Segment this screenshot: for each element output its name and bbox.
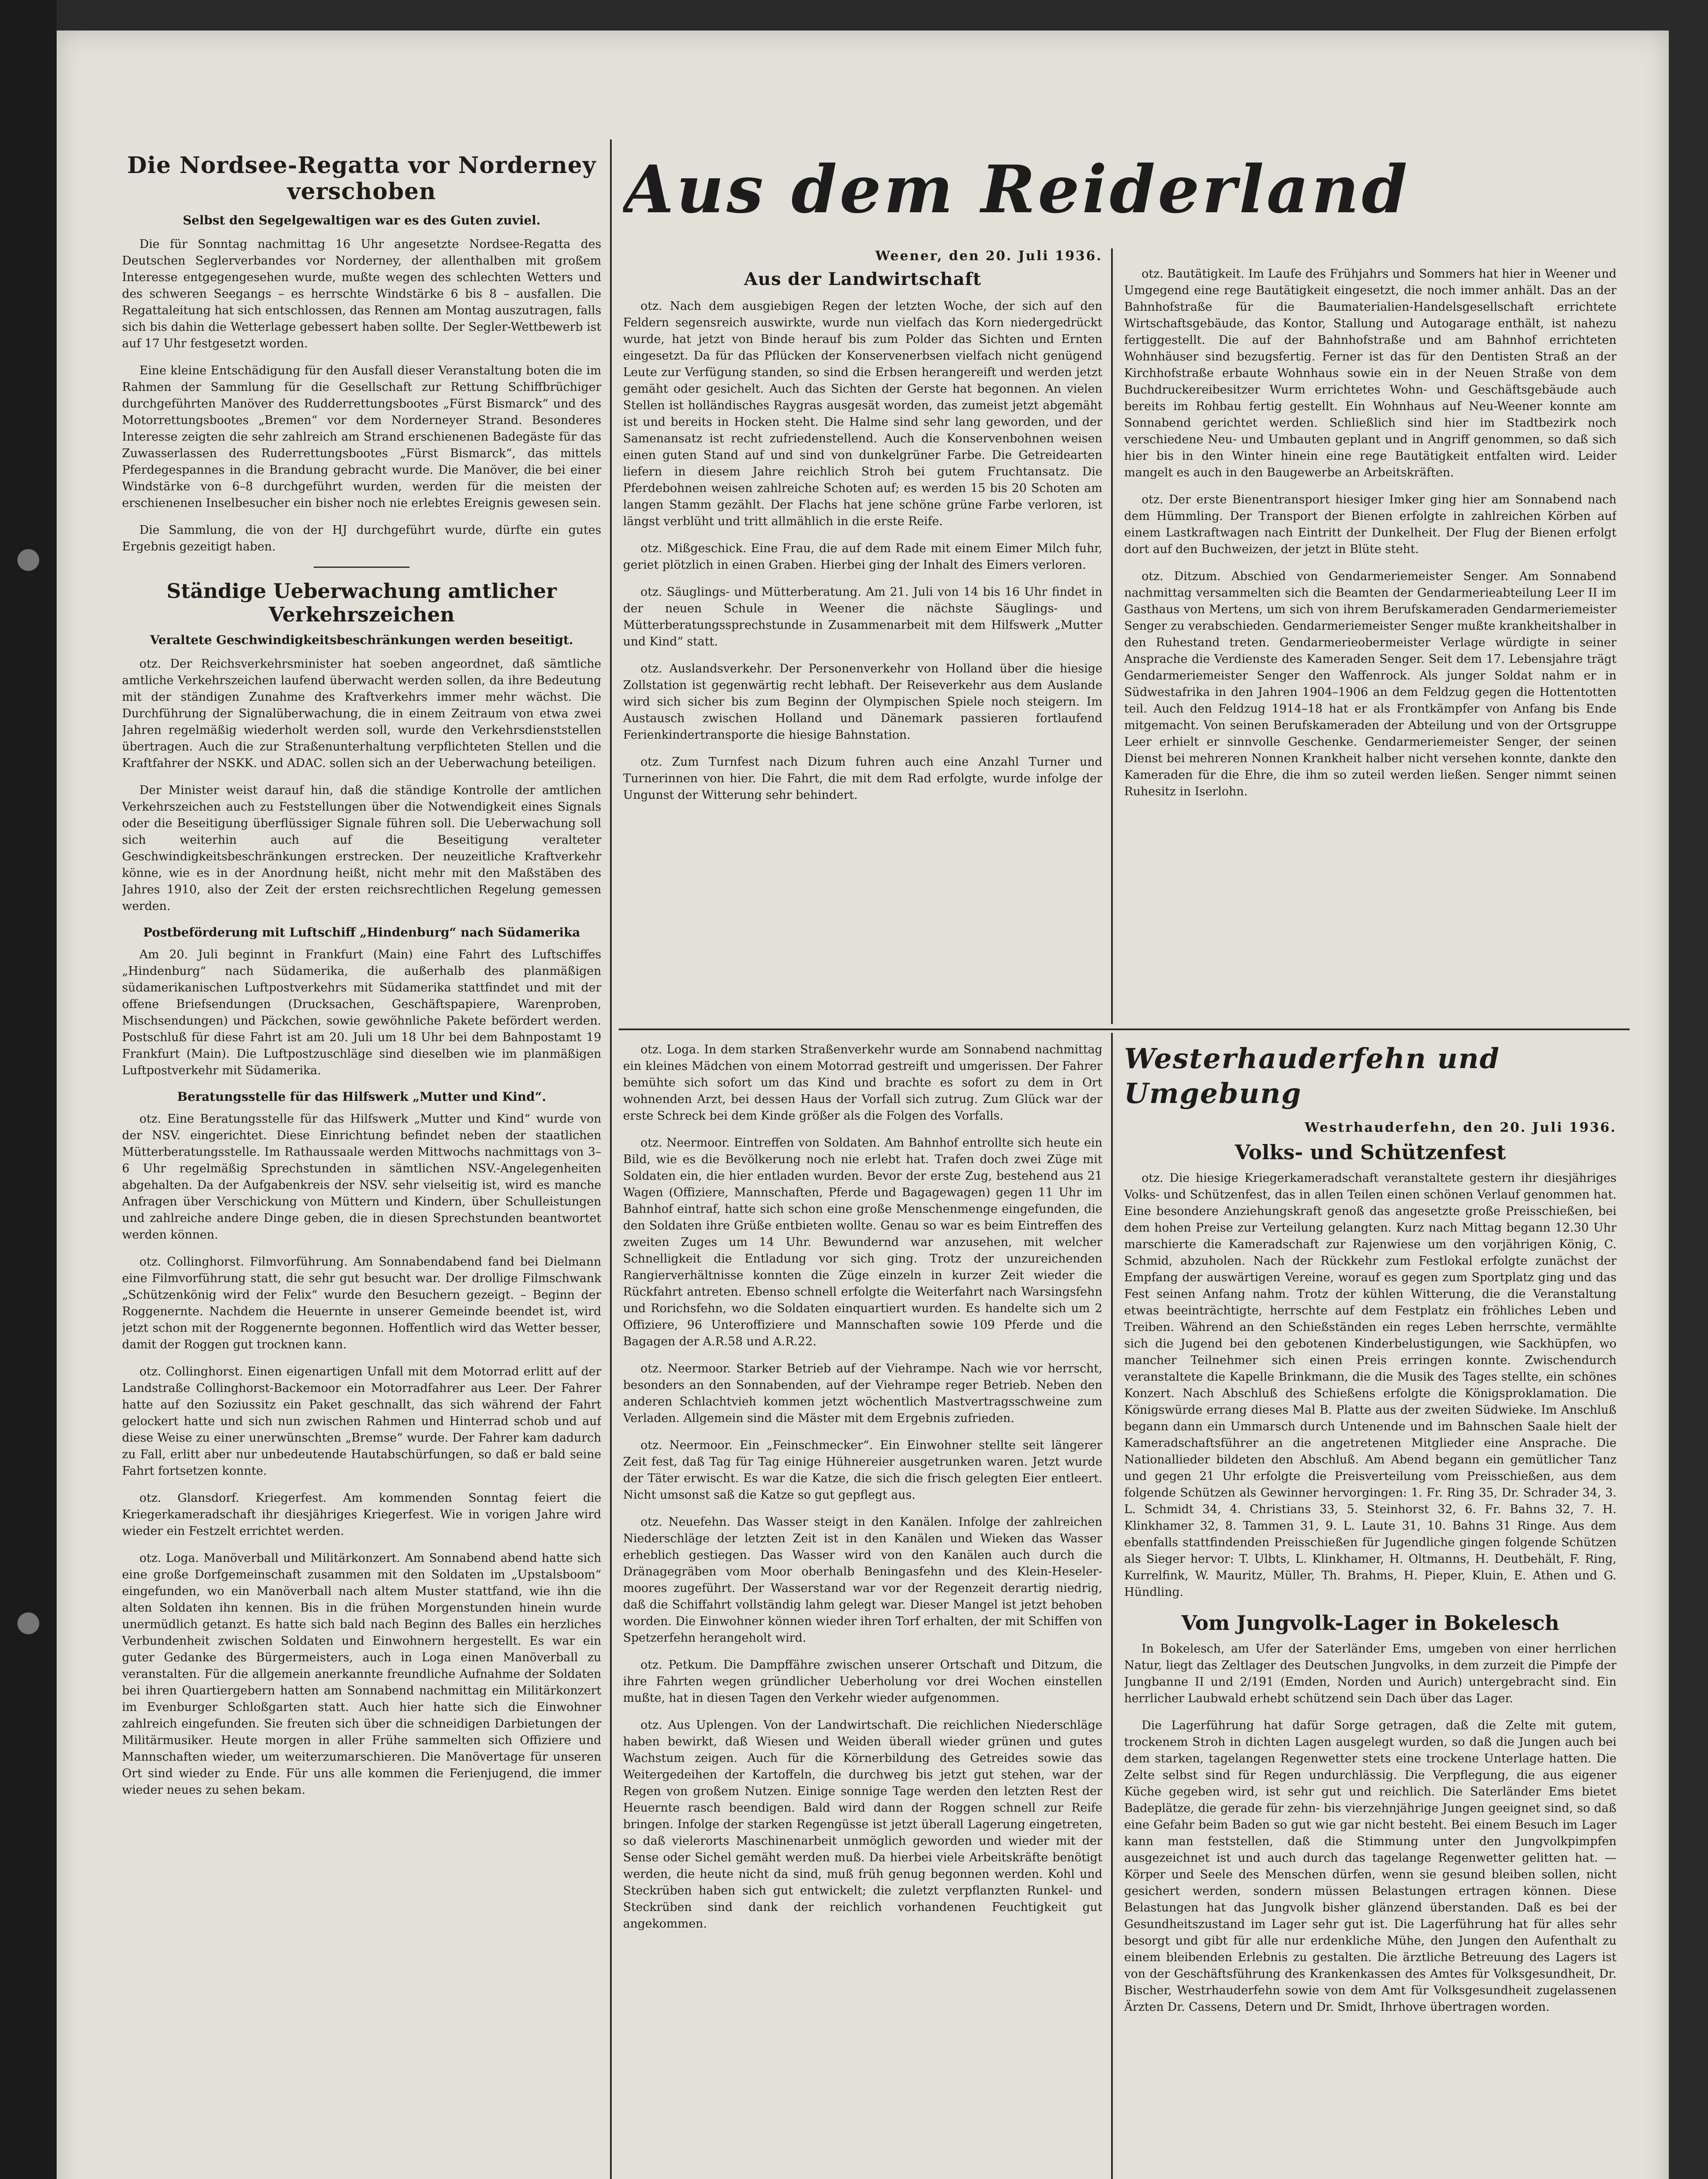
article-paragraph: In Bokelesch, am Ufer der Saterländer Ems, umgeben von einer herrlichen Natur, liegt das Zeltlager des Deutschen Jungvolks, in dem zurzeit die Pimpfe der Jungbanne II und 2/191 (Emden, Norden und Aurich) untergebracht sind. Ein herrlicher Laubwald erhebt schützend sein Dach über das Lager. [1124,1642,1616,1705]
column-rule [1111,248,1113,1024]
article-paragraph: otz. Ditzum. Abschied von Gendarmeriemeister Senger. Am Sonnabend nachmittag versammelten sich die Beamten der Gendarmerieabteilung Leer II im Gasthaus von Mertens, um sich von ihrem Berufskameraden Gendarmeriemeister Senger zu verabschieden. Gendarmeriemeister Senger mußte krankheitshalber in den Ruhestand treten. Gendarmerieobermeister Verlage würdigte in seiner Ansprache die Verdienste des Kameraden Senger. Seit dem 17. Lebensjahre trägt Gendarmeriemeister Senger den Waffenrock. Als junger Soldat nahm er in Südwestafrika in den Jahren 1904–1906 an dem Feldzug gegen die Hottentotten teil. Auch den Feldzug 1914–18 hat er als Frontkämpfer von Anfang bis Ende mitgemacht. Von seinen Berufskameraden der Abteilung und von der Ortsgruppe Leer erhielt er sinnvolle Geschenke. Gendarmeriemeister Senger, der seinen Dienst bei mehreren Nonnen Krankheit halber nicht versehen konnte, dankte den Kameraden für die Ehre, die ihm so zuteil werden ließen. Senger nimmt seinen Ruhesitz in Iserlohn. [1124,570,1616,798]
article-paragraph: Der Minister weist darauf hin, daß die ständige Kontrolle der amtlichen Verkehrszeichen auch zu Feststellungen über die Notwendigkeit eines Signals oder die Beseitigung überflüssiger Signale führen soll. Die Ueberwachung soll sich weiterhin auch auf die Beseitigung veralteter Geschwindigkeitsbeschränkungen erstrecken. Der neuzeitliche Kraftverkehr könne, wie es in der Anordnung heißt, nicht mehr mit den Maßstäben des Jahres 1910, also der Zeit der ersten reichsrechtlichen Regelung gemessen werden. [122,784,601,913]
article-paragraph: otz. Neermoor. Ein „Feinschmecker“. Ein Einwohner stellte seit längerer Zeit fest, daß Tag für Tag einige Hühnereier ausgetrunken waren. Jetzt wurde der Täter erwischt. Es war die Katze, die sich die frisch gelegten Eier entleert. Nicht umsonst saß die Katze so gut gepflegt aus. [623,1439,1102,1502]
headline-jungvolk-lager: Vom Jungvolk-Lager in Bokelesch [1181,1611,1559,1635]
article-paragraph: otz. Aus Uplengen. Von der Landwirtschaft. Die reichlichen Niederschläge haben bewirkt, daß Wiesen und Weiden überall wieder grünen und gutes Wachstum zeigen. Auch für die Körnerbildung des Getreides sowie das Weitergedeihen der Kartoffeln, die durchweg bis jetzt gut stehen, war der Regen von großem Nutzen. Einige sonnige Tage werden den letzten Rest der Heuernte rasch beendigen. Bald wird dann der Roggen schnell zur Reife bringen. Infolge der starken Regengüsse ist jetzt überall Lagerung eingetreten, so daß vielerorts Maschinenarbeit unmöglich geworden und wieder mit der Sense oder Sichel gemäht werden muß. Da hierbei viele Arbeitskräfte benötigt werden, die heute nicht da sind, muß früh genug begonnen werden. Kohl und Steckrüben haben sich gut entwickelt; die zuletzt verpflanzten Runkel- und Steckrüben sind dank der reichlich vorhandenen Feuchtigkeit gut angekommen. [623,1718,1102,1931]
article-paragraph: Eine kleine Entschädigung für den Ausfall dieser Veranstaltung boten die im Rahmen der Sammlung für die Gesellschaft zur Rettung Schiffbrüchiger durchgeführten Manöver des Rudderrettungsbootes „Fürst Bismarck“ und des Motorrettungsbootes „Bremen“ vor dem Norderneyer Strand. Besonderes Interesse zeigten die sehr zahlreich am Strand erschienenen Badegäste für das Zuwasserlassen des Ruderrettungsbootes „Fürst Bismarck“, das mittels Pferdegespannes in die Brandung gebracht wurde. Die Manöver, die bei einer Windstärke von 6–8 durchgeführt wurden, werden für die meisten der erschienenen Inselbesucher ein bisher noch nie erlebtes Ereignis gewesen sein. [122,364,601,510]
dateline-westrhauderfehn: Westrhauderfehn, den 20. Juli 1936. [1305,1120,1616,1135]
dateline-weener: Weener, den 20. Juli 1936. [875,248,1102,264]
binder-hole [17,549,39,571]
article-paragraph: otz. Neermoor. Starker Betrieb auf der Viehrampe. Nach wie vor herrscht, besonders an den Sonnabenden, auf der Viehrampe reger Betrieb. Neben den anderen Schlachtvieh kommen jetzt wöchentlich Mastvertragsschweine zum Verladen. Allgemein sind die Mäster mit dem Ergebnis zufrieden. [623,1362,1102,1425]
middle-upper-column [623,248,1102,1020]
masthead-area [623,153,1634,253]
right-lower-column [1124,1042,1616,2179]
column-rule [1111,1033,1113,2179]
headline-verkehrszeichen: Ständige Ueberwachung amtlicher Verkehrszeichen [166,579,557,626]
article-paragraph: otz. Collinghorst. Filmvorführung. Am Sonnabendabend fand bei Dielmann eine Filmvorführung statt, die sehr gut besucht war. Der drollige Filmschwank „Schützenkönig wird der Felix“ wurde den Besuchern gezeigt. – Beginn der Roggenernte. Nachdem die Heuernte in unserer Gemeinde beendet ist, wird jetzt schon mit der Roggenernte begonnen. Hoffentlich wird das Wetter besser, damit der Roggen gut trocknen kann. [122,1255,601,1351]
article-paragraph: otz. Eine Beratungsstelle für das Hilfswerk „Mutter und Kind“ wurde von der NSV. eingerichtet. Diese Einrichtung befindet neben der staatlichen Mütterberatungsstelle. Im Rathaussaale werden Mittwochs nachmittags von 3–6 Uhr regelmäßig Sprechstunden in sämtlichen NSV.-Angelegenheiten abgehalten. Da der Aufgabenkreis der NSV. sehr vielseitig ist, wird es manche Anfragen über Verschickung von Müttern und Kindern, über Schulleistungen und zahlreiche andere Dinge geben, die in diesen Sprechstunden beantwortet werden können. [122,1112,601,1242]
section-masthead-westerhauderfehn: Westerhauderfehn und Umgebung [1124,1042,1500,1110]
column-rule [610,139,612,2179]
divider [314,567,410,568]
section-landwirtschaft: Aus der Landwirtschaft [744,269,982,289]
article-paragraph: otz. Die hiesige Kriegerkameradschaft veranstaltete gestern ihr diesjähriges Volks- und Schützenfest, das in allen Teilen einen schönen Verlauf genommen hat. Eine besondere Anziehungskraft genoß das angesetzte große Preisschießen, bei dem hohen Preise zur Verteilung gelangten. Kurz nach Mittag begann 12.30 Uhr marschierte die Kameradschaft zur Rajenwiese um den vorjährigen König, C. Schmid, abzuholen. Nach der Rückkehr zum Festlokal erfolgte zunächst der Empfang der auswärtigen Vereine, worauf es gegen zum Sportplatz ging und das Fest seinen Anfang nahm. Trotz der kühlen Witterung, die die Veranstaltung etwas beeinträchtigte, herrschte auf dem Festplatz ein fröhliches Leben und Treiben. Während an den Schießständen ein reges Leben herrschte, vermählte sich die Jugend bei den gebotenen Kinderbelustigungen, wie Sackhüpfen, wo mancher Teilnehmer sich einen Preis erringen konnte. Zwischendurch veranstaltete die Kapelle Brinkmann, die die Musik des Tages stellte, ein schönes Konzert. Nach Abschluß des Schießens erfolgte die Königsproklamation. Die Königswürde errang dieses Mal B. Platte aus der zweiten Südwieke. Im Anschluß begann dann ein Ummarsch durch Untenende und im Bahnschen Saale hielt der Kameradschaftsführer an die angetretenen Mitglieder eine Ansprache. Die Nationallieder bildeten den Abschluß. Am Abend begann ein gemütlicher Tanz und gegen 21 Uhr erfolgte die Preisverteilung vom Preisschießen, aus dem folgende Schützen als Gewinner hervorgingen: 1. Fr. Ring 35, Dr. Schrader 34, 3. L. Schmidt 34, 4. Christians 33, 5. Steinhorst 32, 6. Fr. Bahns 32, 7. H. Klinkhamer 32, 8. Tammen 31, 9. L. Laute 31, 10. Bahns 31 Ringe. Aus dem ebenfalls stattfindenden Preisschießen für Jugendliche gingen folgende Schützen als Sieger hervor: T. Ulbts, L. Klinkhamer, H. Oltmanns, H. Deutbehält, F. Ring, Kurrelfink, W. Mauritz, Müller, Th. Brahms, H. Pieper, Kluin, E. Athen und G. Hündling. [1124,1171,1616,1599]
article-paragraph: otz. Der erste Bienentransport hiesiger Imker ging hier am Sonnabend nach dem Hümmling. Der Transport der Bienen erfolgte in zahlreichen Körben auf einem Lastkraftwagen nach Eintritt der Dunkelheit. Der Flug der Bienen erfolgt dort auf den Buchweizen, der jetzt in Blüte steht. [1124,493,1616,556]
article-paragraph: Die für Sonntag nachmittag 16 Uhr angesetzte Nordsee-Regatta des Deutschen Seglerverbandes vor Norderney, der allenthalben mit großem Interesse entgegengesehen wurde, mußte wegen des schlechten Wetters und des schweren Seegangs – es herrschte Windstärke 6 bis 8 – ausfallen. Die Regattaleitung hat sich entschlossen, das Rennen am Montag auszutragen, falls sich bis dahin die Wetterlage gebessert haben sollte. Der Segler-Wettbewerb ist auf 17 Uhr festgesetzt worden. [122,238,601,350]
middle-lower-column [623,1042,1102,2179]
article-paragraph: Die Sammlung, die von der HJ durchgeführt wurde, dürfte ein gutes Ergebnis gezeitigt haben. [122,523,601,553]
article-paragraph: otz. Collinghorst. Einen eigenartigen Unfall mit dem Motorrad erlitt auf der Landstraße Collinghorst-Backemoor ein Motorradfahrer aus Leer. Der Fahrer hatte auf den Soziussitz ein Paket geschnallt, das sich während der Fahrt gelockert hatte und sich nun zwischen Rahmen und Hinterrad schob und auf diese Weise zu einer unerwünschten „Bremse“ wurde. Der Fahrer kam dadurch zu Fall, erlitt aber nur unbedeutende Hautabschürfungen, so daß er bald seine Fahrt fortsetzen konnte. [122,1365,601,1478]
headline-regatta: Die Nordsee-Regatta vor Norderney verschoben [127,153,596,205]
horizontal-rule [619,1028,1630,1030]
article-paragraph: Am 20. Juli beginnt in Frankfurt (Main) eine Fahrt des Luftschiffes „Hindenburg“ nach Südamerika, die außerhalb des planmäßigen südamerikanischen Luftpostverkehrs mit Südamerika stattfindet und mit der offene Briefsendungen (Drucksachen, Geschäftspapiere, Warenproben, Mischsendungen) und Päckchen, sowie gewöhnliche Pakete befördert werden. Postschluß für diese Fahrt ist am 20. Juli um 18 Uhr bei dem Bahnpostamt 19 Frankfurt (Main). Die Luftpostzuschläge sind dieselben wie im planmäßigen Luftpostverkehr mit Südamerika. [122,948,601,1077]
article-paragraph: otz. Nach dem ausgiebigen Regen der letzten Woche, der sich auf den Feldern segensreich auswirkte, wurde nun vielfach das Korn niedergedrückt wurde, hat jetzt von Binde herauf bis zum Polder das Sichten und Ernten eingesetzt. Da für das Pflücken der Konservenerbsen vielfach nicht genügend Leute zur Verfügung standen, so sind die Erbsen herangereift und werden jetzt gemäht oder gesichelt. Auch das Sichten der Gerste hat begonnen. An vielen Stellen ist holländisches Raygras ausgesät worden, das zumeist jetzt abgemäht ist und bereits in Hocken steht. Die Halme sind sehr lang geworden, und der Samenansatz ist recht zufriedenstellend. Auch die Konservenbohnen weisen einen guten Stand auf und sind von dunkelgrüner Farbe. Die Getreidearten liefern in diesem Jahre reichlich Stroh bei gutem Fruchtansatz. Die Pferdebohnen weisen zahlreiche Schoten auf; es werden 15 bis 20 Schoten am langen Stamm gezählt. Der Flachs hat jene schöne grüne Farbe verloren, ist längst verblüht und tritt allmählich in die erste Reife. [623,299,1102,528]
article-paragraph: otz. Auslandsverkehr. Der Personenverkehr von Holland über die hiesige Zollstation ist gegenwärtig recht lebhaft. Der Reiseverkehr aus dem Auslande wird sich sicher bis zum Beginn der Olympischen Spiele noch steigern. Im Austausch zwischen Holland und Dänemark passieren fortlaufend Ferienkindertransporte die hiesige Bahnstation. [623,662,1102,742]
article-paragraph: otz. Bautätigkeit. Im Laufe des Frühjahrs und Sommers hat hier in Weener und Umgegend eine rege Bautätigkeit eingesetzt, die noch immer anhält. Das an der Bahnhofstraße für die Baumaterialien-Handelsgesellschaft errichtete Wirtschaftsgebäude, das Kontor, Stallung und Autogarage enthält, ist nahezu fertiggestellt. Die auf der Bahnhofstraße und am Bahnhof errichteten Wohnhäuser sind bezugsfertig. Ferner ist das für den Dentisten Straß an der Kirchhofstraße erbaute Wohnhaus sowie ein in der Neuen Straße von dem Buchdruckereibesitzer Wurm errichtetes Wohn- und Geschäftsgebäude auch bereits im Rohbau fertig gestellt. Ein Wohnhaus auf Neu-Weener konnte am Sonnabend gerichtet werden. Schließlich sind hier im Stadtbezirk noch verschiedene Neu- und Umbauten geplant und in Angriff genommen, so daß sich hier bis in den Winter hinein eine rege Bautätigkeit entfalten wird. Leider mangelt es auch in den Baugewerbe an Arbeitskräften. [1124,267,1616,479]
headline-schuetzenfest: Volks- und Schützenfest [1235,1140,1506,1164]
article-paragraph: otz. Mißgeschick. Eine Frau, die auf dem Rade mit einem Eimer Milch fuhr, geriet plötzlich in einen Graben. Hierbei ging der Inhalt des Eimers verloren. [623,542,1102,572]
section-masthead: Aus dem Reiderland [623,153,1410,228]
headline-hindenburg: Postbeförderung mit Luftschiff „Hindenburg“ nach Südamerika [143,925,580,940]
article-paragraph: otz. Zum Turnfest nach Dizum fuhren auch eine Anzahl Turner und Turnerinnen von hier. Die Fahrt, die mit dem Rad erfolgte, wurde infolge der Ungunst der Witterung sehr behindert. [623,755,1102,802]
subheadline-regatta: Selbst den Segelgewaltigen war es des Guten zuviel. [183,213,541,227]
article-paragraph: otz. Petkum. Die Dampffähre zwischen unserer Ortschaft und Ditzum, die ihre Fahrten wegen gründlicher Ueberholung vor drei Wochen einstellen mußte, hat in diesen Tagen den Verkehr wieder aufgenommen. [623,1658,1102,1705]
right-upper-column [1124,266,1616,1020]
binder-hole [17,1612,39,1634]
newspaper-page [57,31,1669,2179]
article-paragraph: otz. Neuefehn. Das Wasser steigt in den Kanälen. Infolge der zahlreichen Niederschläge der letzten Zeit ist in den Kanälen und Wieken das Wasser erheblich gestiegen. Das Wasser wird von den Kanälen auch durch die Dränagegräben vom Moor oberhalb Beningasfehn und des Klein-Heseler-moores zugeführt. Der Wasserstand war vor der Regenzeit derartig niedrig, daß die Schiffahrt vollständig lahm gelegt war. Dieser Mangel ist jetzt behoben worden. Die Einwohner können wieder ihren Torf erhalten, der mit Schiffen von Spetzerfehn herangeholt wird. [623,1515,1102,1645]
binder-edge [0,0,57,2179]
subheadline-verkehrszeichen: Veraltete Geschwindigkeitsbeschränkungen werden beseitigt. [150,633,573,647]
article-paragraph: otz. Loga. In dem starken Straßenverkehr wurde am Sonnabend nachmittag ein kleines Mädchen von einem Motorrad gestreift und umgerissen. Der Fahrer bemühte sich sofort um das Kind und brachte es sofort zu dem in Ort wohnenden Arzt, bei dessen Haus der Vorfall sich zutrug. Zum Glück war der erste Schreck bei dem Kinde größer als die Folgen des Vorfalls. [623,1043,1102,1123]
headline-beratungsstelle: Beratungsstelle für das Hilfswerk „Mutter und Kind“. [177,1090,546,1104]
article-paragraph: Die Lagerführung hat dafür Sorge getragen, daß die Zelte mit gutem, trockenem Stroh in dichten Lagen ausgelegt wurden, so daß die Jungen auch bei dem starken, tagelangen Regenwetter stets eine trockene Unterlage hatten. Die Zelte selbst sind für Regen undurchlässig. Die Verpflegung, die aus eigener Küche gegeben wird, ist sehr gut und reichlich. Die Saterländer Ems bietet Badeplätze, die gerade für zehn- bis vierzehnjährige Jungen geeignet sind, so daß eine Gefahr beim Baden so gut wie gar nicht besteht. Bei einem Besuch im Lager kann man feststellen, daß die Stimmung unter den Jungvolkpimpfen ausgezeichnet ist und auch durch das tagelange Regenwetter gelitten hat. — Körper und Seele des Menschen dürfen, wenn sie gesund bleiben sollen, nicht gesichert werden, sondern müssen Belastungen ertragen können. Diese Belastungen hat das Jungvolk bisher glänzend überstanden. Daß es bei der Gesundheitszustand im Lager sehr gut ist. Die Lagerführung hat für alles sehr besorgt und gibt für alle nur erdenkliche Mühe, den Jungen den Aufenthalt zu einem bleibenden Erlebnis zu gestalten. Die ärztliche Betreuung des Lagers ist von der Geschäftsführung des Krankenkassen des Amtes für Volksgesundheit, Dr. Bischer, Westrhauderfehn sowie von dem Amt für Volksgesundheit zugelassenen Ärzten Dr. Cassens, Detern und Dr. Smidt, Ihrhove übertragen worden. [1124,1719,1616,2014]
left-column [122,153,601,2179]
article-paragraph: otz. Glansdorf. Kriegerfest. Am kommenden Sonntag feiert die Kriegerkameradschaft ihr diesjähriges Kriegerfest. Wie in vorigen Jahre wird wieder ein Festzelt errichtet werden. [122,1491,601,1538]
article-paragraph: otz. Loga. Manöverball und Militärkonzert. Am Sonnabend abend hatte sich eine große Dorfgemeinschaft zusammen mit den Soldaten im „Upstalsboom“ eingefunden, wo ein Manöverball nach altem Muster stattfand, wie ihn die alten Soldaten ihn kennen. Bis in die frühen Morgenstunden hinein wurde unermüdlich getanzt. Es hatte sich bald nach Beginn des Balles ein herzliches Verbundenheit zwischen Soldaten und Einwohnern hergestellt. Es war ein guter Gedanke des Bürgermeisters, auch in Loga einen Manöverball zu veranstalten. Für die allgemein anerkannte freundliche Aufnahme der Soldaten bei ihren Quartiergebern hatten am Sonnabend nachmittag ein Militärkonzert im Evenburger Schloßgarten statt. Auch hier hatte sich die Einwohner zahlreich eingefunden. Sie freuten sich über die schneidigen Darbietungen der Militärmusiker. Heute morgen in aller Frühe sammelten sich Offiziere und Mannschaften wieder, um weiterzumarschieren. Die Manövertage für unseren Ort sind wieder zu Ende. Für uns alle kommen die Ferienjugend, die immer wieder neues zu sehen bekam. [122,1551,601,1797]
article-paragraph: otz. Der Reichsverkehrsminister hat soeben angeordnet, daß sämtliche amtliche Verkehrszeichen laufend überwacht werden sollen, da ihre Bedeutung mit der ständigen Zunahme des Kraftverkehrs immer mehr wächst. Die Durchführung der Signalüberwachung, die in einem Zeitraum von etwa zwei Jahren regelmäßig wiederholt werden soll, wurde den Verkehrsdienststellen übertragen. Auch die zur Straßenunterhaltung verpflichteten Stellen und die Kraftfahrer der NSKK. und ADAC. sollen sich an der Ueberwachung beteiligen. [122,657,601,770]
article-paragraph: otz. Neermoor. Eintreffen von Soldaten. Am Bahnhof entrollte sich heute ein Bild, wie es die Bevölkerung noch nie erlebt hat. Trafen doch zwei Züge mit Soldaten ein, die hier entladen wurden. Bevor der erste Zug, bestehend aus 21 Wagen (Offiziere, Mannschaften, Pferde und Bagagewagen) gegen 11 Uhr im Bahnhof eintraf, hatte sich schon eine große Menschenmenge eingefunden, die den Soldaten ihre Grüße entbieten wollte. Genau so war es beim Eintreffen des zweiten Zuges um 14 Uhr. Bewundernd war anzusehen, mit welcher Schnelligkeit die Entladung vor sich ging. Trotz der unzureichenden Rangierverhältnisse konnten die Züge einzeln in kurzer Zeit wieder die Rückfahrt antreten. Ebenso schnell erfolgte die Weiterfahrt nach Warsingsfehn und Rorichsfehn, wo die Soldaten einquartiert wurden. Es handelte sich um 2 Offiziere, 96 Unteroffiziere und Mannschaften sowie 109 Pferde und die Bagagen der A.R.58 und A.R.22. [623,1136,1102,1348]
article-paragraph: otz. Säuglings- und Mütterberatung. Am 21. Juli von 14 bis 16 Uhr findet in der neuen Schule in Weener die nächste Säuglings- und Mütterberatungssprechstunde in Zusammenarbeit mit dem Hilfswerk „Mutter und Kind“ statt. [623,585,1102,648]
